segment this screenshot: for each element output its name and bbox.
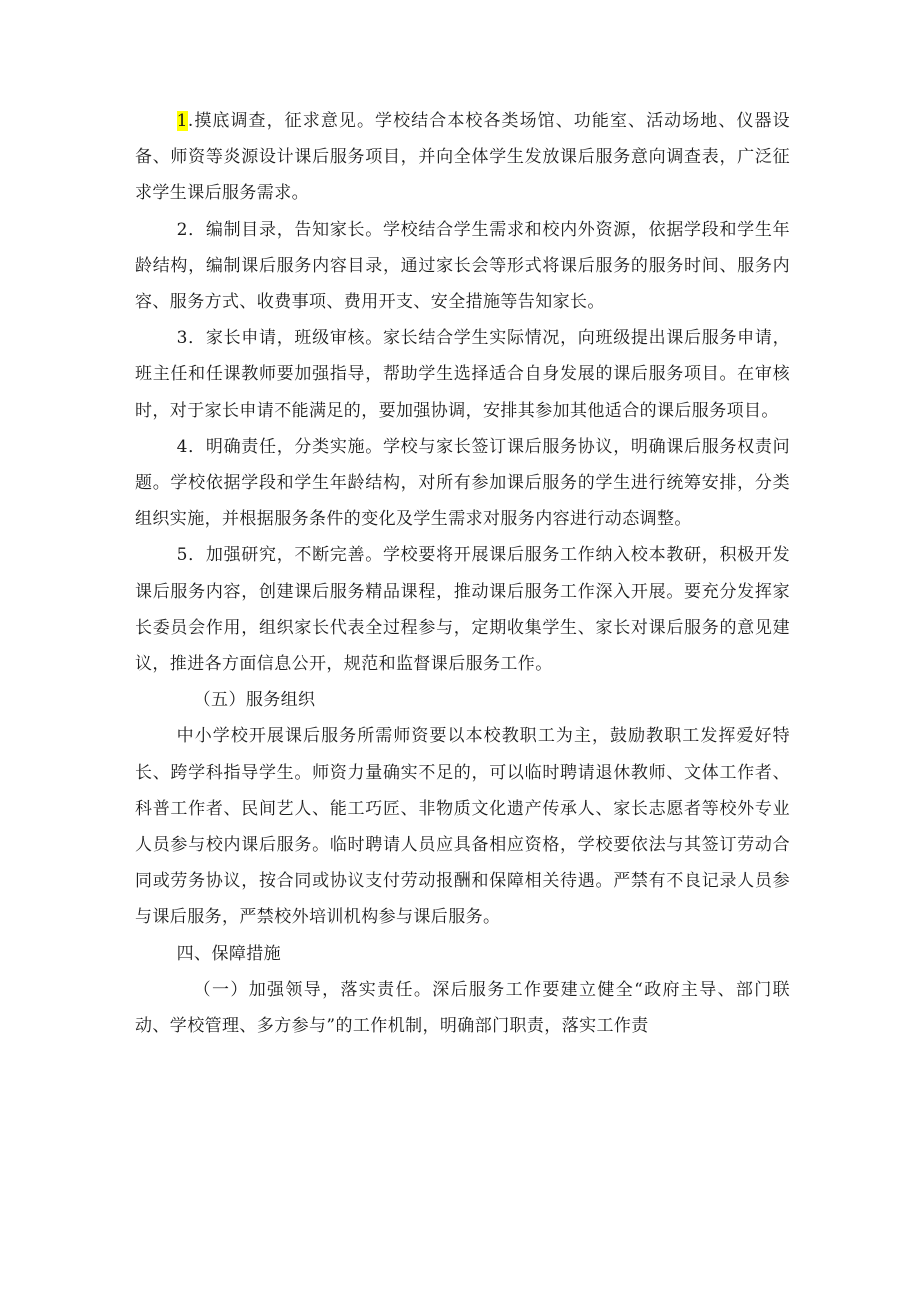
paragraph-service-organization: 中小学校开展课后服务所需师资要以本校教职工为主，鼓励教职工发挥爱好特长、跨学科指导学生。师资力量确实不足的，可以临时聘请退休教师、文体工作者、科普工作者、民间艺人、能工巧匠、非物质文化遗产传承人、家长志愿者等校外专业人员参与校内课后服务。临时聘请人员应具备相应资格，学校要依法与其签订劳动合同或劳务协议，按合同或协议支付劳动报酬和保障相关待遇。严禁有不良记录人员参与课后服务，严禁校外培训机构参与课后服务。 xyxy=(135,726,790,928)
paragraph-item-3: 3．家长申请，班级审核。家长结合学生实际情况，向班级提出课后服务申请，班主任和任课教师要加强指导，帮助学生选择适合自身发展的课后服务项目。在审核时，对于家长申请不能满足的，要加强协调，安排其参加其他适合的课后服务项目。 xyxy=(135,328,790,421)
paragraph-item-1 xyxy=(135,103,790,212)
paragraph-item-2: 2．编制目录，告知家长。学校结合学生需求和校内外资源，依据学段和学生年龄结构，编制课后服务内容目录，通过家长会等形式将课后服务的服务时间、服务内容、服务方式、收费事项、费用开支、安全措施等告知家长。 xyxy=(135,219,790,313)
section-heading-service-organization: （五）服务组织 xyxy=(193,690,316,711)
section-heading-safeguards: 四、保障措施 xyxy=(176,943,282,964)
paragraph-item-4: 4．明确责任，分类实施。学校与家长签订课后服务协议，明确课后服务权责问题。学校依据学段和学生年龄结构，对所有参加课后服务的学生进行统筹安排，分类组织实施，并根据服务条件的变化及学生需求对服务内容进行动态调整。 xyxy=(135,436,790,530)
paragraph-item-5: 5．加强研究，不断完善。学校要将开展课后服务工作纳入校本教研，积极开发课后服务内容，创建课后服务精品课程，推动课后服务工作深入开展。要充分发挥家长委员会作用，组织家长代表全过程参与，定期收集学生、家长对课后服务的意见建议，推进各方面信息公开，规范和监督课后服务工作。 xyxy=(135,545,790,675)
document-body xyxy=(135,103,790,1044)
highlighted-number: 1 xyxy=(176,111,188,131)
paragraph-safeguard-1: （一）加强领导，落实责任。深后服务工作要建立健全“政府主导、部门联动、学校管理、多方参与”的工作机制，明确部门职责，落实工作责 xyxy=(135,979,790,1037)
paragraph-text: .摸底调查，征求意见。学校结合本校各类场馆、功能室、活动场地、仪器设备、师资等炎源设计课后服务项目，并向全体学生发放课后服务意向调查表，广泛征求学生课后服务需求。 xyxy=(135,111,790,204)
